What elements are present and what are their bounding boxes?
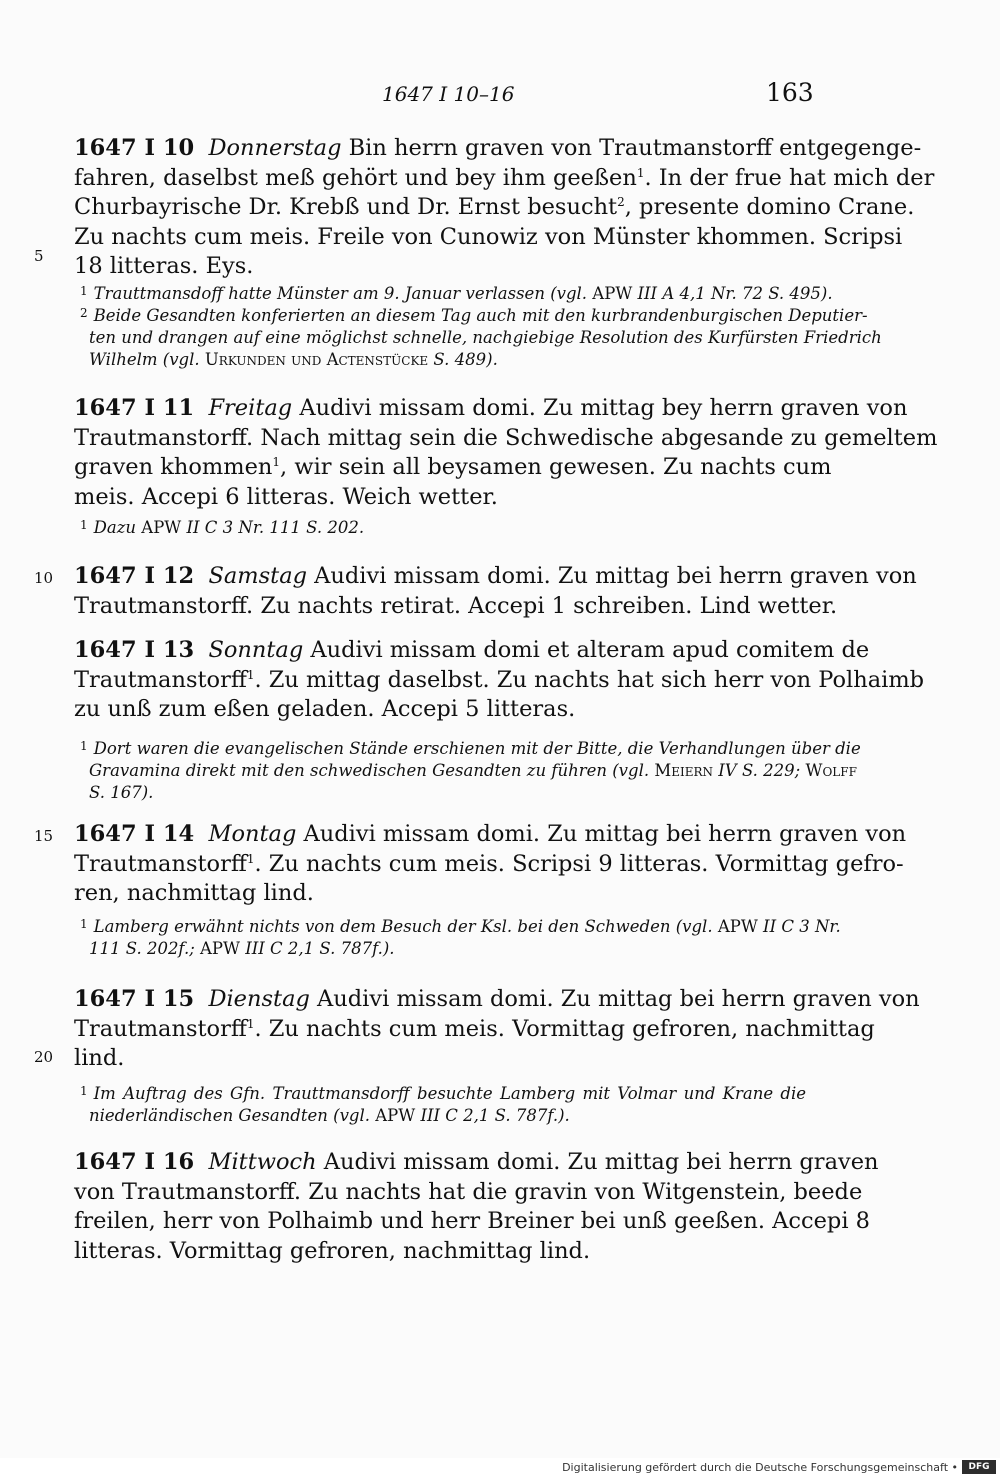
entry-line: zu unß zum eßen geladen. Accepi 5 litteras. (74, 696, 576, 723)
entry-date: 1647 I 12 (74, 563, 195, 589)
running-head (0, 78, 1000, 110)
entry-line: Trautmanstorff. Zu nachts retirat. Accepi 1 schreiben. Lind wetter. (74, 592, 838, 619)
entry-line: meis. Accepi 6 litteras. Weich wetter. (74, 483, 498, 510)
entry-date: 1647 I 13 (74, 637, 195, 663)
entry-line: litteras. Vormittag gefroren, nachmittag lind. (74, 1237, 591, 1264)
footnote: $^1$ Dort waren die evangelischen Stände erschienen mit der Bitte, die Verhandlungen über die Gravamina direkt mit den schwedischen Gesandten zu führen (vgl. Meiern IV S. 229; Wolff S. 167). (80, 739, 861, 802)
entry-date: 1647 I 15 (74, 986, 195, 1012)
entry-line: Churbayrische Dr. Krebß und Dr. Ernst besucht$^2$, presente domino Crane. (74, 194, 915, 221)
diary-entry (74, 985, 920, 1074)
diary-entry (74, 636, 925, 725)
diary-entry (74, 562, 917, 621)
line-number: 10 (34, 569, 54, 587)
entry-line: 1647 I 13 Sonntag Audivi missam domi et alteram apud comitem de (74, 637, 870, 663)
diary-entry (74, 1148, 879, 1266)
footnote-marker: 1 (246, 667, 255, 682)
entry-line: 1647 I 16 Mittwoch Audivi missam domi. Zu mittag bei herrn graven (74, 1149, 879, 1175)
footnote: $^1$ Dazu APW II C 3 Nr. 111 S. 202. (80, 518, 365, 537)
line-number: 15 (34, 827, 54, 845)
entry-weekday: Montag (208, 821, 297, 847)
entry-weekday: Freitag (208, 395, 293, 421)
entry-line: ren, nachmittag lind. (74, 880, 314, 907)
entry-line: 18 litteras. Eys. (74, 253, 254, 280)
footnote-marker: 1 (246, 851, 255, 866)
entry-weekday: Mittwoch (208, 1149, 317, 1175)
entry-line: von Trautmanstorff. Zu nachts hat die gravin von Witgenstein, beede (74, 1178, 863, 1205)
page-number: 163 (766, 78, 814, 107)
diary-entry (74, 820, 907, 909)
entry-line: Trautmanstorff$^1$. Zu nachts cum meis. Scripsi 9 litteras. Vormittag gefro- (74, 850, 904, 877)
footnote: $^1$ Lamberg erwähnt nichts von dem Besuch der Ksl. bei den Schweden (vgl. APW II C 3 Nr. 111 S. 202f.; APW III C 2,1 S. 787f.). (80, 917, 841, 958)
entry-date: 1647 I 10 (74, 135, 195, 161)
entry-weekday: Donnerstag (208, 135, 342, 161)
entry-line: Trautmanstorff$^1$. Zu nachts cum meis. Vormittag gefroren, nachmittag (74, 1015, 875, 1042)
running-title: 1647 I 10–16 (382, 82, 515, 106)
line-number: 20 (34, 1048, 54, 1066)
entry-weekday: Sonntag (208, 637, 304, 663)
entry-line: fahren, daselbst meß gehört und bey ihm geeßen$^1$. In der frue hat mich der (74, 164, 935, 191)
line-number: 5 (34, 247, 44, 265)
footnote-marker: 1 (246, 1016, 255, 1031)
entry-line: lind. (74, 1045, 125, 1072)
footnote: $^1$ Im Auftrag des Gfn. Trauttmansdorff besuchte Lamberg mit Volmar und Krane die niederländischen Gesandten (vgl. APW III C 2,1 S. 787f.). (80, 1084, 806, 1125)
entry-date: 1647 I 16 (74, 1149, 195, 1175)
digitization-footer (0, 1458, 1000, 1478)
diary-entry (74, 134, 935, 282)
footnote: $^1$ Trauttmansdoff hatte Münster am 9. Januar verlassen (vgl. APW III A 4,1 Nr. 72 S. 495). (80, 284, 833, 303)
diary-entry (74, 394, 938, 512)
entry-date: 1647 I 11 (74, 395, 195, 421)
entry-date: 1647 I 14 (74, 821, 195, 847)
footnote: $^2$ Beide Gesandten konferierten an diesem Tag auch mit den kurbrandenburgischen Deputier- ten und drangen auf eine möglichst schnelle, nachgiebige Resolution des Kurfürsten Friedrich Wilhelm (vgl. Urkunden und Actenstücke S. 489). (80, 306, 882, 369)
entry-line: graven khommen$^1$, wir sein all beysamen gewesen. Zu nachts cum (74, 454, 832, 481)
entry-line: 1647 I 12 Samstag Audivi missam domi. Zu mittag bei herrn graven von (74, 563, 917, 589)
footnote-marker: 1 (272, 455, 281, 470)
entry-line: 1647 I 15 Dienstag Audivi missam domi. Zu mittag bei herrn graven von (74, 986, 920, 1012)
entry-line: Zu nachts cum meis. Freile von Cunowiz von Münster khommen. Scripsi (74, 223, 903, 250)
footnote-marker: 1 (636, 165, 645, 180)
entry-weekday: Dienstag (208, 986, 310, 1012)
entry-line: Trautmanstorff$^1$. Zu mittag daselbst. Zu nachts hat sich herr von Polhaimb (74, 666, 925, 693)
entry-line: Trautmanstorff. Nach mittag sein die Schwedische abgesande zu gemeltem (74, 424, 938, 451)
entry-line: 1647 I 14 Montag Audivi missam domi. Zu mittag bei herrn graven von (74, 821, 907, 847)
entry-line: 1647 I 10 Donnerstag Bin herrn graven von Trautmanstorff entgegenge- (74, 135, 922, 161)
entry-line: freilen, herr von Polhaimb und herr Breiner bei unß geeßen. Accepi 8 (74, 1208, 870, 1235)
footnote-marker: 2 (617, 195, 625, 210)
funding-credit: Digitalisierung gefördert durch die Deutsche Forschungsgemeinschaft • (562, 1461, 958, 1474)
dfg-logo-icon: DFG (962, 1460, 996, 1474)
entry-weekday: Samstag (208, 563, 308, 589)
entry-line: 1647 I 11 Freitag Audivi missam domi. Zu mittag bey herrn graven von (74, 395, 908, 421)
